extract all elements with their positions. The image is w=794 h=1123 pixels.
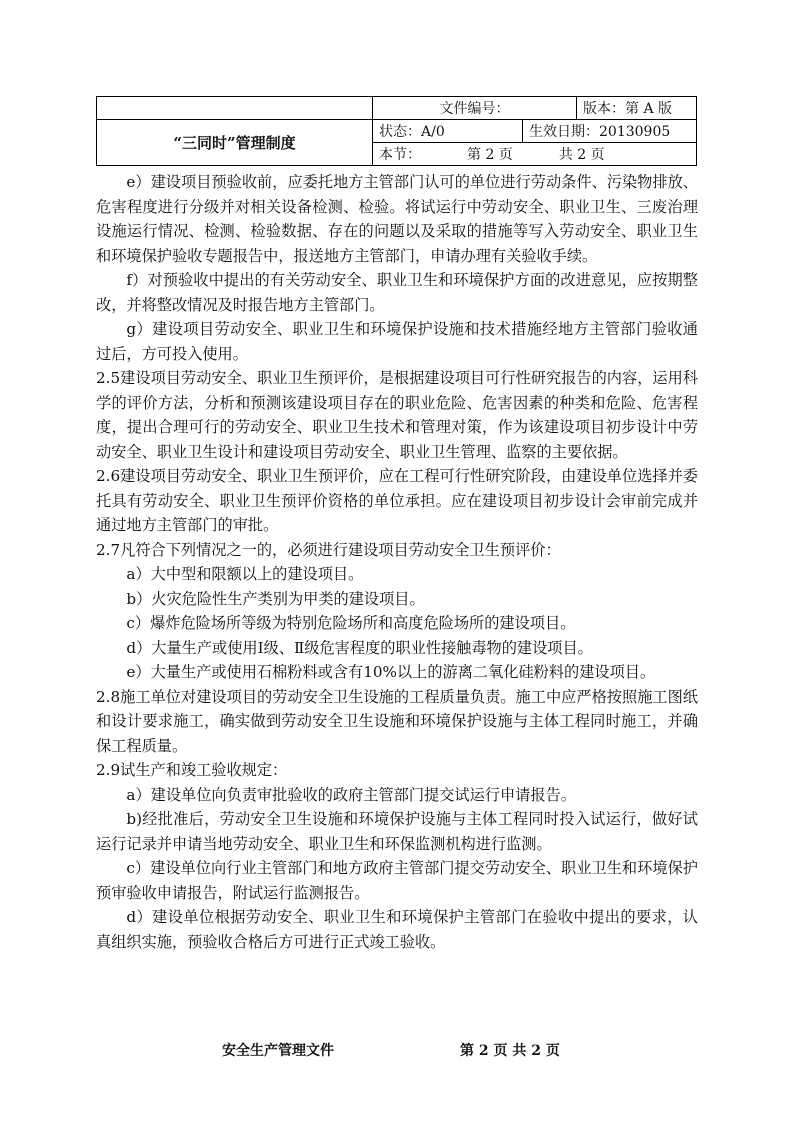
page-total-label: 共 2 页 (558, 147, 605, 163)
page-current-label: 第 2 页 (467, 147, 513, 163)
list-item-a: a）建设单位向负责审批验收的政府主管部门提交试运行申请报告。 (126, 785, 576, 804)
section-2-6: 2.6建设项目劳动安全、职业卫生预评价，应在工程可行性研究阶段，由建设单位选择并委托具有劳动安全、职业卫生预评价资格的单位承担。应在建设项目初步设计会审前完成并通过地方主管部门的审批。 (96, 467, 698, 534)
list-item-b: b）火灾危险性生产类别为甲类的建设项目。 (126, 589, 425, 608)
document-body (96, 170, 698, 954)
list-item-d: d）建设单位根据劳动安全、职业卫生和环境保护主管部门在验收中提出的要求，认真组织实施，预验收合格后方可进行正式竣工验收。 (96, 908, 698, 951)
list-item-e: e）大量生产或使用石棉粉料或含有10%以上的游离二氧化硅粉料的建设项目。 (126, 663, 656, 681)
footer-document-type: 安全生产管理文件 (222, 1043, 334, 1059)
section-2-7: 2.7凡符合下列情况之一的，必须进行建设项目劳动安全卫生预评价： (96, 540, 561, 559)
status-label: 状态：A/0 (373, 120, 523, 143)
list-item-c: c）爆炸危险场所等级为特别危险场所和高度危险场所的建设项目。 (126, 614, 576, 632)
version-label: 版本：第 A 版 (577, 97, 697, 120)
section-2-9: 2.9试生产和竣工验收规定： (96, 761, 288, 779)
paragraph-item-f: f）对预验收中提出的有关劳动安全、职业卫生和环境保护方面的改进意见，应按期整改，并将整改情况及时报告地方主管部门。 (96, 271, 698, 314)
section-2-8: 2.8施工单位对建设项目的劳动安全卫生设施的工程质量负责。施工中应严格按照施工图纸和设计要求施工，确实做到劳动安全卫生设施和环境保护设施与主体工程同时施工，并确保工程质量。 (96, 687, 698, 755)
list-item-b: b)经批准后，劳动安全卫生设施和环境保护设施与主体工程同时投入试运行，做好试运行记录并申请当地劳动安全、职业卫生和环保监测机构进行监测。 (96, 810, 698, 853)
paragraph-item-g: g）建设项目劳动安全、职业卫生和环境保护设施和技术措施经地方主管部门验收通过后，方可投入使用。 (96, 320, 698, 363)
page-footer (0, 1040, 794, 1060)
document-header-table (96, 96, 697, 166)
document-title: “三同时”管理制度 (97, 120, 373, 166)
footer-page-number: 第 2 页 共 2 页 (460, 1043, 560, 1059)
paragraph-item-e: e）建设项目预验收前，应委托地方主管部门认可的单位进行劳动条件、污染物排放、危害程度进行分级并对相关设备检测、检验。将试运行中劳动安全、职业卫生、三废治理设施运行情况、检测、检验数据、存在的问题以及采取的措施等写入劳动安全、职业卫生和环境保护验收专题报告中，报送地方主管部门，申请办理有关验收手续。 (96, 173, 698, 265)
effective-date-label: 生效日期：20130905 (523, 120, 697, 143)
section-page-cell (373, 143, 697, 166)
header-blank-cell (97, 97, 373, 120)
list-item-c: c）建设单位向行业主管部门和地方政府主管部门提交劳动安全、职业卫生和环境保护预审验收申请报告，附试运行监测报告。 (96, 859, 698, 902)
section-label: 本节： (379, 147, 421, 163)
list-item-a: a）大中型和限额以上的建设项目。 (126, 565, 364, 583)
list-item-d: d）大量生产或使用Ⅰ级、Ⅱ级危害程度的职业性接触毒物的建设项目。 (126, 638, 593, 657)
section-2-5: 2.5建设项目劳动安全、职业卫生预评价，是根据建设项目可行性研究报告的内容，运用科学的评价方法，分析和预测该建设项目存在的职业危险、危害因素的种类和危险、危害程度，提出合理可行的劳动安全、职业卫生技术和管理对策，作为该建设项目初步设计中劳动安全、职业卫生设计和建设项目劳动安全、职业卫生管理、监察的主要依据。 (96, 369, 698, 461)
file-number-label: 文件编号： (373, 97, 577, 120)
